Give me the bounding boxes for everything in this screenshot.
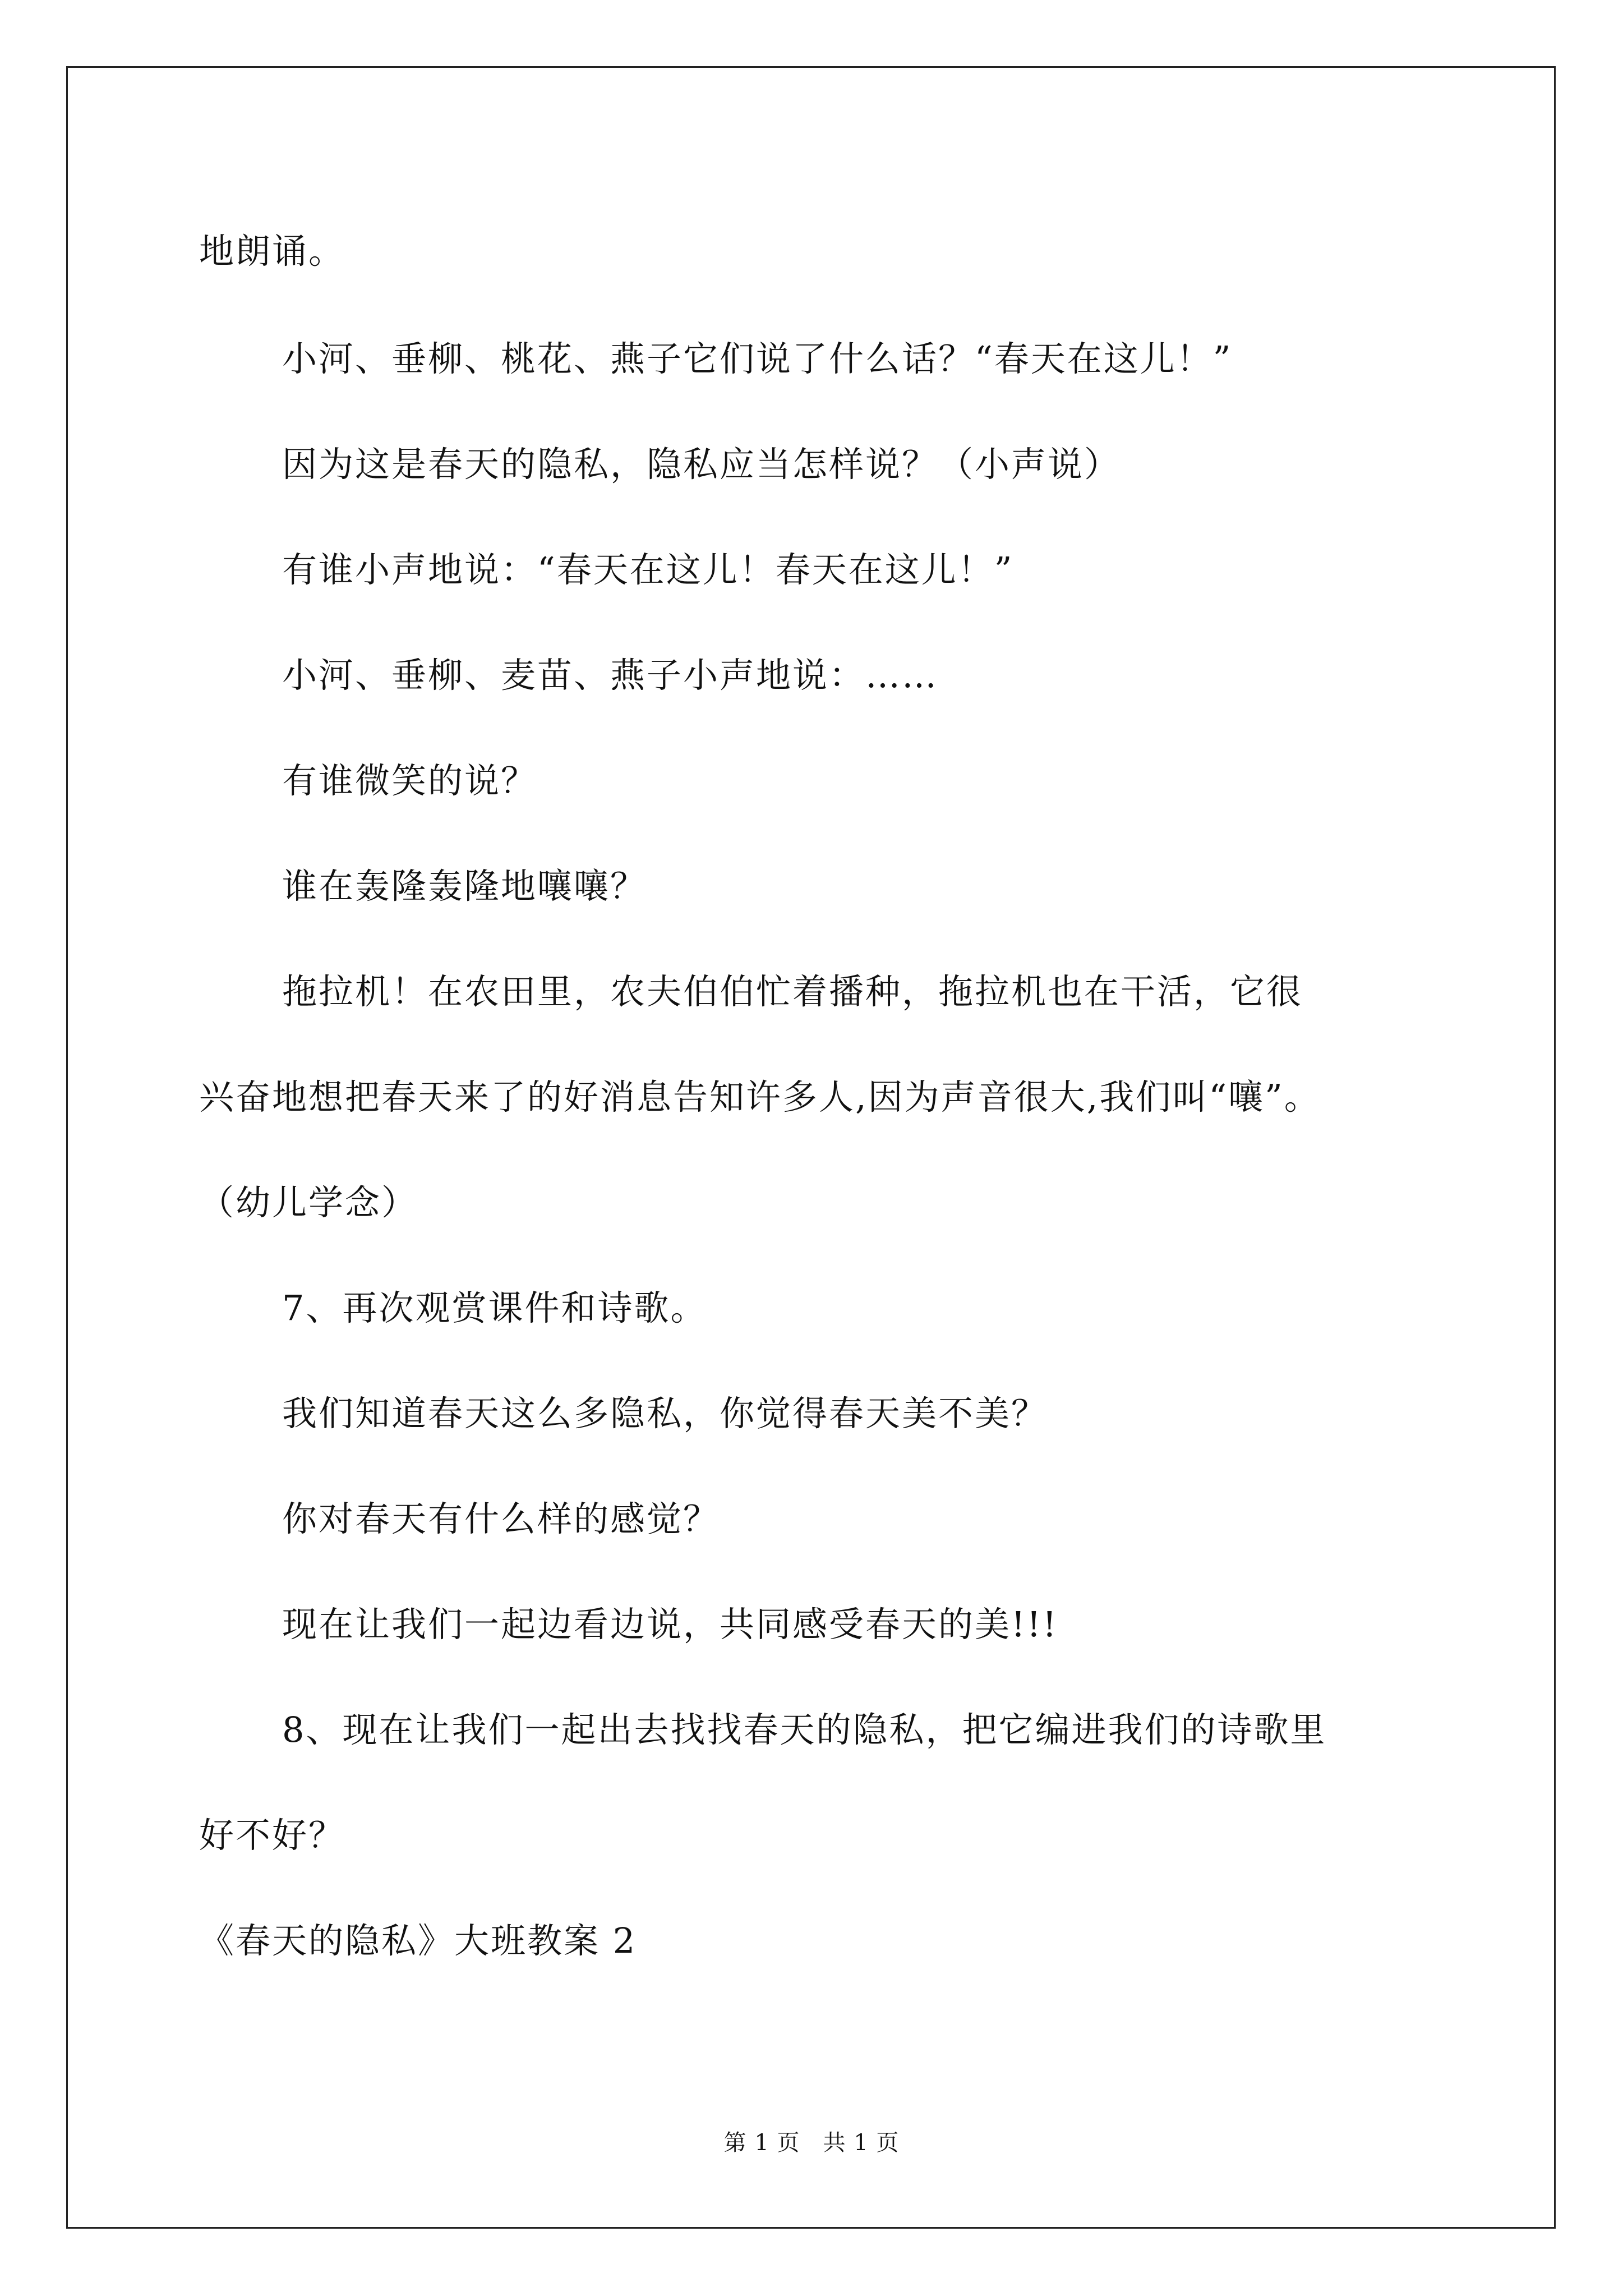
paragraph-line: 8、现在让我们一起出去找找春天的隐私，把它编进我们的诗歌里 xyxy=(282,1709,1327,1750)
paragraph-line: 小河、垂柳、麦苗、燕子小声地说：…… xyxy=(282,655,939,696)
paragraph-line: 谁在轰隆轰隆地嚷嚷？ xyxy=(282,866,647,907)
paragraph-line: 拖拉机！在农田里，农夫伯伯忙着播种，拖拉机也在干活，它很 xyxy=(282,971,1303,1012)
paragraph-line: 小河、垂柳、桃花、燕子它们说了什么话？“春天在这儿！” xyxy=(282,338,1233,379)
paragraph-line: 有谁微笑的说？ xyxy=(282,760,538,801)
paragraph-line: 我们知道春天这么多隐私，你觉得春天美不美？ xyxy=(282,1393,1048,1434)
paragraph-line: 有谁小声地说：“春天在这儿！春天在这儿！” xyxy=(282,549,1014,590)
page-border xyxy=(66,66,1556,2229)
paragraph-line: 好不好？ xyxy=(199,1815,345,1856)
paragraph-line: 7、再次观赏课件和诗歌。 xyxy=(282,1287,707,1328)
page-footer: 第 1 页 共 1 页 xyxy=(723,2130,900,2156)
paragraph-line: 因为这是春天的隐私，隐私应当怎样说？（小声说） xyxy=(282,444,1121,485)
paragraph-line: （幼儿学念） xyxy=(199,1182,418,1223)
paragraph-line: 兴奋地想把春天来了的好消息告知许多人,因为声音很大,我们叫“嚷”。 xyxy=(199,1076,1321,1117)
paragraph-line: 现在让我们一起边看边说，共同感受春天的美!!! xyxy=(282,1604,1058,1645)
paragraph-line: 你对春天有什么样的感觉？ xyxy=(282,1498,720,1539)
section-heading: 《春天的隐私》大班教案 2 xyxy=(199,1920,637,1961)
paragraph-line: 地朗诵。 xyxy=(199,231,345,272)
